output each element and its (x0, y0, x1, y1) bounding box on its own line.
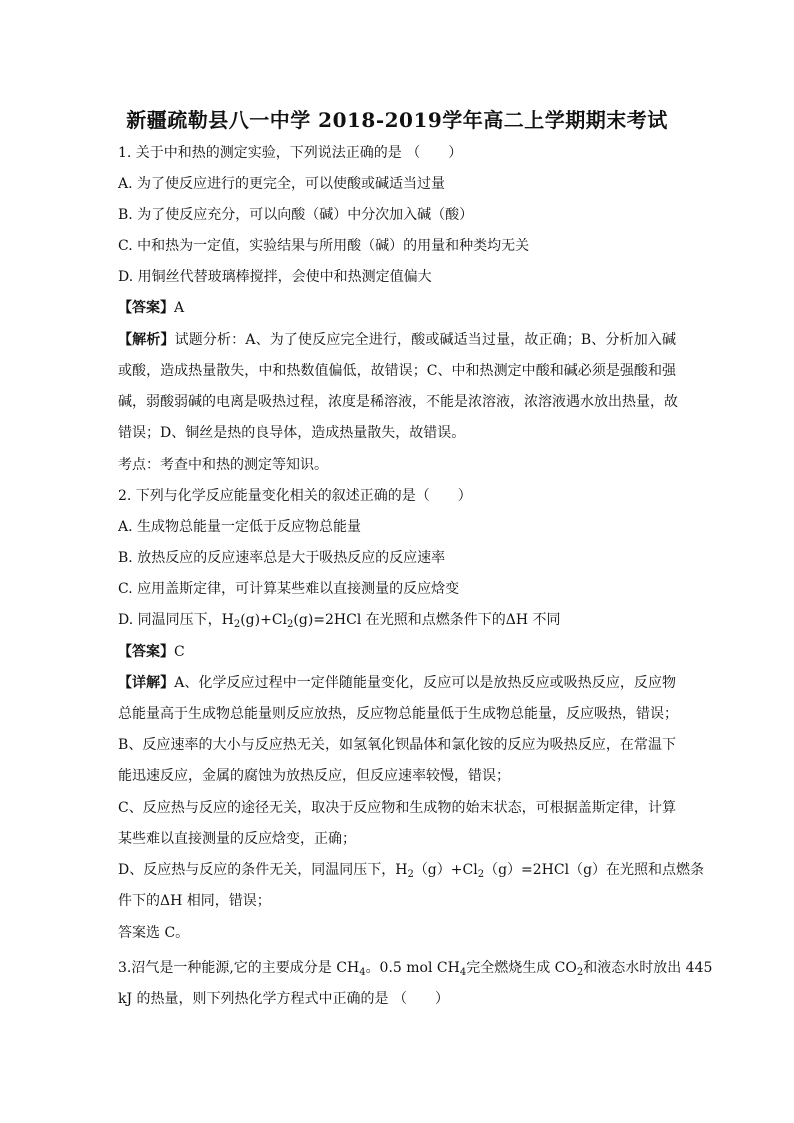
q1-option-d: D. 用铜丝代替玻璃棒搅拌，会使中和热测定值偏大 (118, 269, 432, 285)
detail-tag: 【详解】 (118, 675, 175, 691)
subscript: 4 (459, 967, 467, 978)
subscript: 2 (287, 619, 294, 630)
detail-text: A、化学反应过程中一定伴随能量变化，反应可以是放热反应或吸热反应，反应物 (174, 675, 677, 691)
subscript: 2 (477, 869, 485, 880)
text-run: （g）=2HCl（g）在光照和点燃条 (484, 862, 705, 878)
analysis-tag: 【解析】 (118, 332, 175, 348)
q2-detail-line (118, 673, 676, 693)
q2-option-c: C. 应用盖斯定律，可计算某些难以直接测量的反应焓变 (118, 581, 460, 597)
text-run: D. 同温同压下，H (118, 612, 234, 628)
q2-option-a: A. 生成物总能量一定低于反应物总能量 (118, 519, 362, 535)
text-run: (g)+Cl (240, 612, 288, 628)
text-run: D、反应热与反应的条件无关，同温同压下，H (118, 862, 408, 878)
q3-stem-cont: kJ 的热量，则下列热化学方程式中正确的是 （ ） (118, 991, 449, 1007)
text-run: (g)=2HCl 在光照和点燃条件下的ΔH 不同 (293, 612, 561, 628)
q2-detail-line: 某些难以直接测量的反应焓变，正确； (118, 831, 356, 847)
text-run: 完全燃烧生成 CO (466, 960, 577, 976)
subscript: 2 (576, 967, 584, 978)
q2-option-d (118, 610, 561, 630)
text-run: 。0.5 mol CH (365, 960, 460, 976)
text-run: 3.沼气是一种能源,它的主要成分是 CH (118, 960, 360, 976)
answer-tag: 【答案】 (118, 300, 174, 316)
q3-stem (118, 958, 713, 978)
q2-option-b: B. 放热反应的反应速率总是大于吸热反应的反应速率 (118, 550, 446, 566)
q1-option-c: C. 中和热为一定值，实验结果与所用酸（碱）的用量和种类均无关 (118, 238, 530, 254)
q2-stem: 2. 下列与化学反应能量变化相关的叙述正确的是（ ） (118, 488, 472, 504)
q1-analysis-line: 错误；D、铜丝是热的良导体，造成热量散失，故错误。 (118, 425, 466, 441)
answer-tag: 【答案】 (118, 644, 174, 660)
q2-detail-line: 能迅速反应，金属的腐蚀为放热反应，但反应速率较慢，错误； (118, 768, 510, 784)
q1-analysis-line: 或酸，造成热量散失，中和热数值偏低，故错误；C、中和热测定中酸和碱必须是强酸和强 (118, 363, 676, 379)
subscript: 2 (407, 869, 414, 880)
analysis-text: 试题分析：A、为了使反应完全进行，酸或碱适当过量，故正确；B、分析加入碱 (174, 332, 676, 348)
subscript: 2 (233, 619, 241, 630)
q2-detail-line: B、反应速率的大小与反应热无关，如氢氧化钡晶体和氯化铵的反应为吸热反应，在常温下 (118, 737, 676, 753)
q2-detail-line: C、反应热与反应的途径无关，取决于反应物和生成物的始末状态，可根据盖斯定律，计算 (118, 800, 676, 816)
q2-detail-d (118, 860, 705, 880)
q1-option-a: A. 为了使反应进行的更完全，可以使酸或碱适当过量 (118, 176, 446, 192)
q1-option-b: B. 为了使反应充分，可以向酸（碱）中分次加入碱（酸） (118, 207, 474, 223)
q1-analysis-line (118, 330, 676, 350)
q2-detail-d-cont: 件下的ΔH 相同，错误； (118, 893, 271, 909)
subscript: 4 (359, 967, 366, 978)
q1-stem: 1. 关于中和热的测定实验，下列说法正确的是 （ ） (118, 145, 463, 161)
answer-value: C (174, 644, 185, 660)
q2-detail-line: 总能量高于生成物总能量则反应放热，反应物总能量低于生成物总能量，反应吸热，错误； (118, 706, 678, 722)
page-title: 新疆疏勒县八一中学 2018-2019学年高二上学期期末考试 (126, 108, 668, 132)
answer-value: A (174, 300, 185, 316)
text-run: 和液态水时放出 445 (583, 960, 713, 976)
q2-final: 答案选 C。 (118, 925, 190, 941)
text-run: （g）+Cl (413, 862, 478, 878)
q1-analysis-line: 碱，弱酸弱碱的电离是吸热过程，浓度是稀溶液，不能是浓溶液，浓溶液遇水放出热量，故 (118, 394, 678, 410)
q1-answer (118, 298, 184, 318)
q2-answer (118, 642, 185, 662)
q1-kaodian: 考点：考查中和热的测定等知识。 (118, 457, 328, 473)
